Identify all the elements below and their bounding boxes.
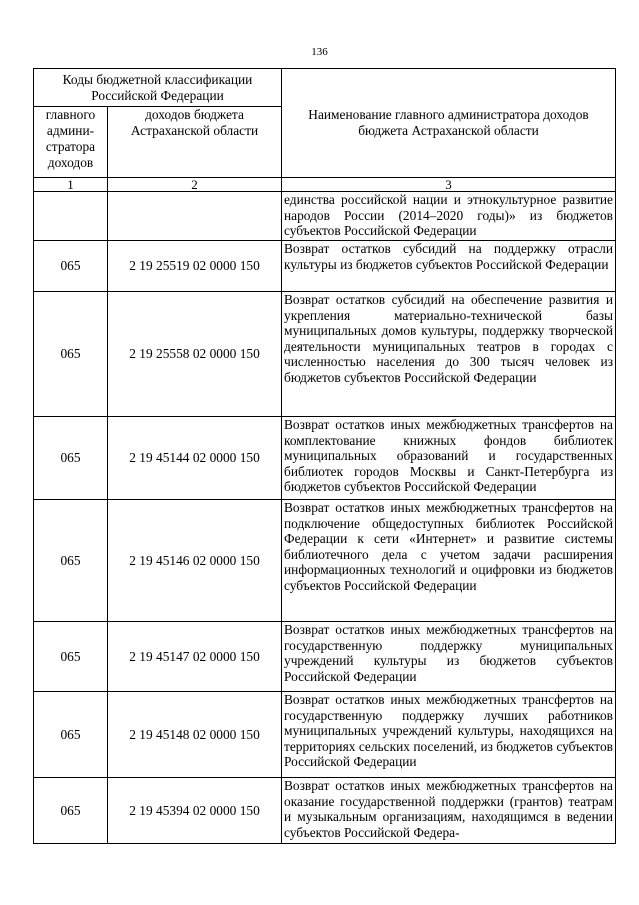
income-code: 2 19 25558 02 0000 150 [108,292,282,417]
table-row [34,417,616,500]
admin-code: 065 [34,417,108,500]
column-numbers-row [34,178,616,192]
header-col2-income: доходов бюджета Астраханской области [108,107,282,178]
budget-classification-table [33,68,616,844]
table-row [34,692,616,778]
admin-code: 065 [34,500,108,622]
income-name: Возврат остатков иных межбюджетных трансфертов на оказание государственной поддержки (грантов) театрам и музыкальным организациям, находящимся в ведении субъектов Российской Федера- [282,778,616,844]
income-name: единства российской нации и этнокультурное развитие народов России (2014–2020 годы)» из бюджетов субъектов Российской Федерации [282,192,616,241]
income-name: Возврат остатков иных межбюджетных трансфертов на государственную поддержку лучших работников муниципальных учреждений культуры, находящихся на территориях сельских поселений, из бюджетов субъектов Российской Федерации [282,692,616,778]
admin-code: 065 [34,622,108,692]
table-row [34,500,616,622]
table-row [34,778,616,844]
column-number: 3 [282,178,616,192]
header-col1-admin: главного админи-стратора доходов [34,107,108,178]
income-name: Возврат остатков субсидий на поддержку отрасли культуры из бюджетов субъектов Российской Федерации [282,241,616,292]
income-code: 2 19 45394 02 0000 150 [108,778,282,844]
income-code: 2 19 45146 02 0000 150 [108,500,282,622]
admin-code: 065 [34,292,108,417]
table-row [34,292,616,417]
income-code: 2 19 45148 02 0000 150 [108,692,282,778]
page-number: 136 [311,46,328,58]
admin-code [34,192,108,241]
admin-code: 065 [34,778,108,844]
income-code [108,192,282,241]
admin-code: 065 [34,692,108,778]
header-row-group [34,69,616,107]
column-number: 2 [108,178,282,192]
income-name: Возврат остатков иных межбюджетных трансфертов на комплектование книжных фондов библиотек муниципальных образований и государственных библиотек городов Москвы и Санкт-Петербурга из бюджетов субъектов Российской Федерации [282,417,616,500]
income-code: 2 19 25519 02 0000 150 [108,241,282,292]
income-name: Возврат остатков иных межбюджетных трансфертов на государственную поддержку муниципальных учреждений культуры из бюджетов субъектов Российской Федерации [282,622,616,692]
column-number: 1 [34,178,108,192]
income-code: 2 19 45147 02 0000 150 [108,622,282,692]
income-code: 2 19 45144 02 0000 150 [108,417,282,500]
header-group-title: Коды бюджетной классификации Российской Федерации [34,69,282,107]
table-row [34,622,616,692]
table-row [34,192,616,241]
admin-code: 065 [34,241,108,292]
table-row [34,241,616,292]
header-col3-name: Наименование главного администратора доходов бюджета Астраханской области [282,69,616,178]
income-name: Возврат остатков субсидий на обеспечение развития и укрепления материально-технической базы муниципальных домов культуры, поддержку творческой деятельности муниципальных театров в городах с численностью населения до 300 тысяч человек из бюджетов субъектов Российской Федерации [282,292,616,417]
income-name: Возврат остатков иных межбюджетных трансфертов на подключение общедоступных библиотек Российской Федерации к сети «Интернет» и развитие системы библиотечного дела с учетом задачи расширения информационных технологий и оцифровки из бюджетов субъектов Российской Федерации [282,500,616,622]
